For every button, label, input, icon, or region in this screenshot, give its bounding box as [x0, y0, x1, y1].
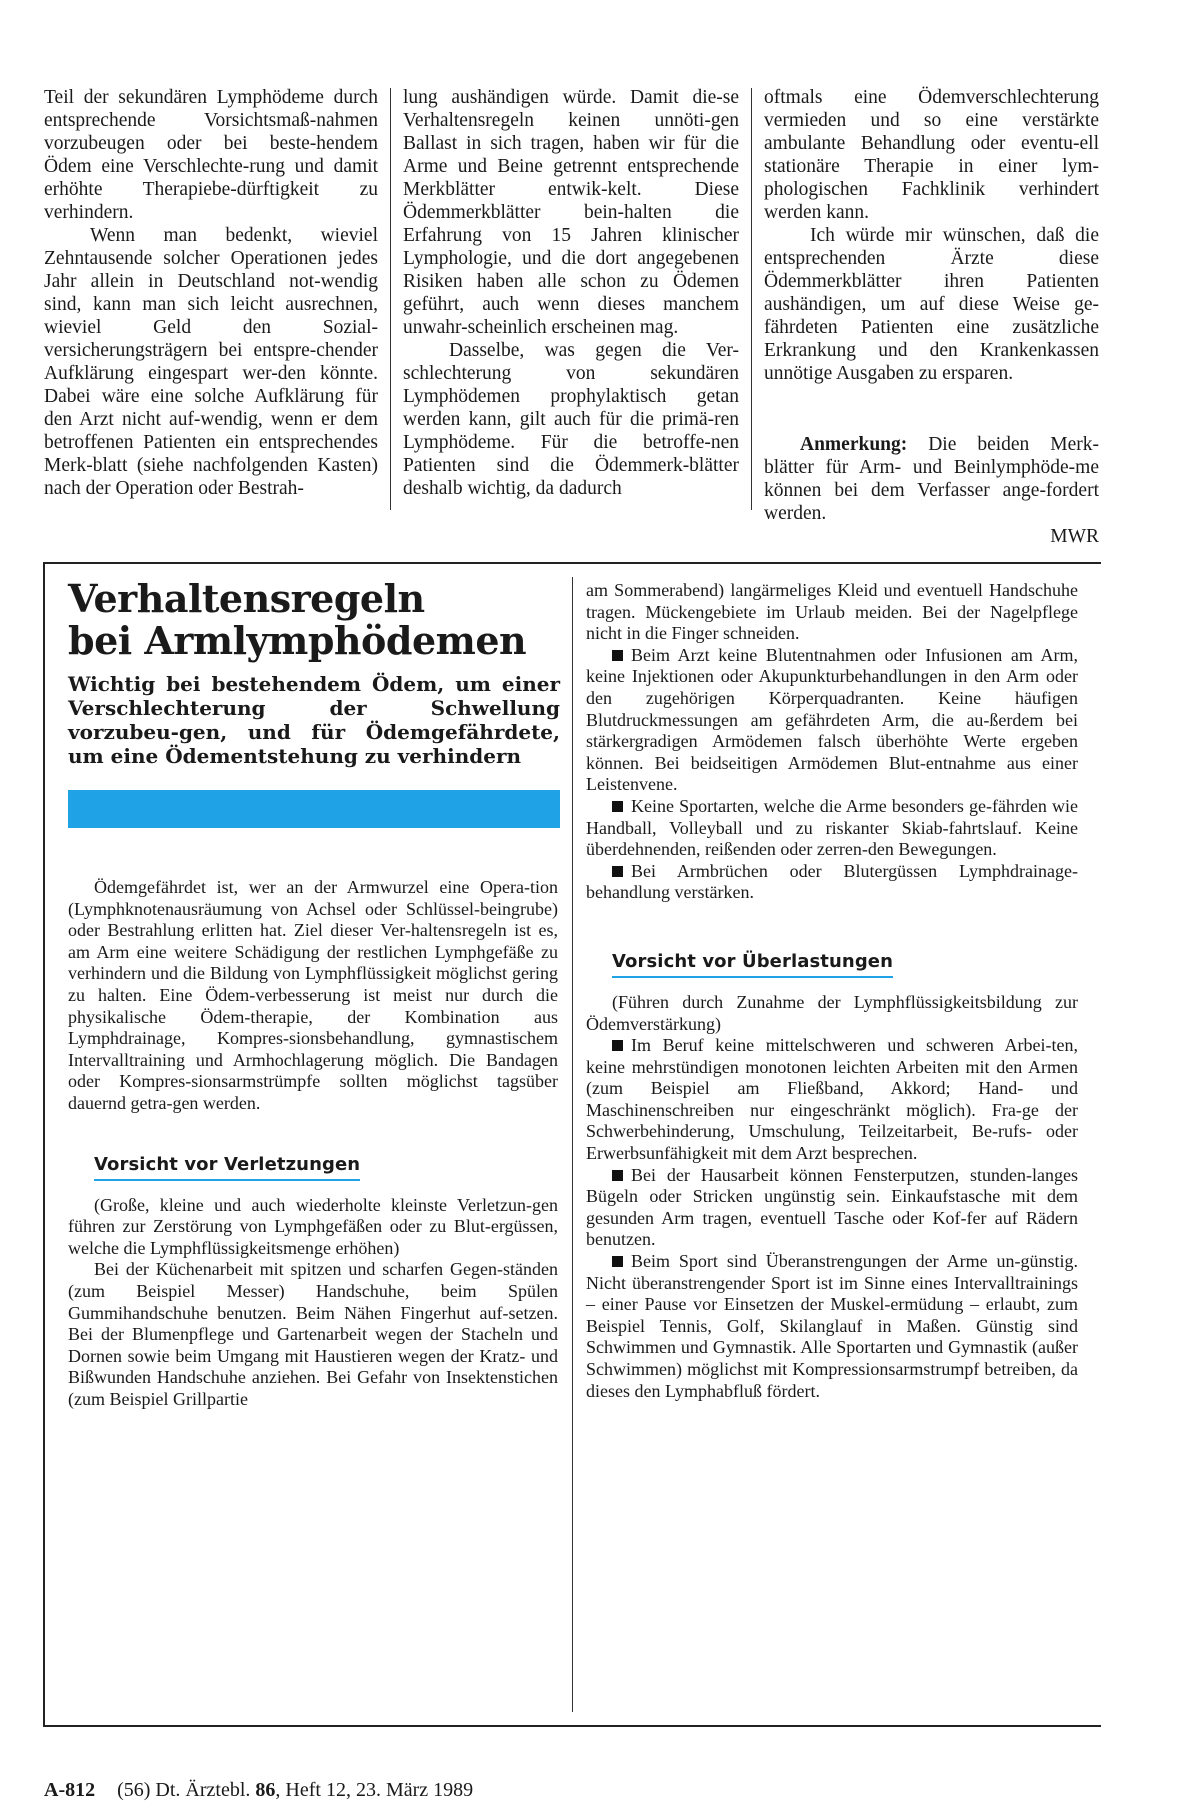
box-border-top	[43, 562, 1101, 564]
bullet-item	[586, 645, 1078, 796]
note-label: Anmerkung:	[800, 434, 908, 455]
section-heading-wrap	[612, 950, 1078, 978]
bullet-square-icon	[612, 801, 623, 812]
bullet-square-icon	[612, 1170, 623, 1181]
note-paragraph	[764, 433, 1099, 548]
author-signature: MWR	[1050, 526, 1099, 547]
bullet-square-icon	[612, 1040, 623, 1051]
bullet-item	[586, 1165, 1078, 1251]
section-lead: (Führen durch Zunahme der Lymphflüssigkeitsbildung zur Ödemverstärkung)	[586, 991, 1078, 1034]
paragraph: Ich würde mir wünschen, daß die entsprechenden Ärzte diese Ödemmerkblätter ihren Patienten aushändigen, um auf diese Weise ge-fährdeten Patienten eine zusätzliche Erkrankung und den Krankenkassen unnötige Ausgaben zu ersparen.	[764, 225, 1099, 384]
article-column-2	[403, 86, 739, 500]
article-column-1	[44, 86, 378, 500]
page-footer	[44, 1778, 473, 1802]
column-divider	[751, 88, 752, 510]
accent-bar	[68, 790, 560, 828]
paragraph: Wenn man bedenkt, wieviel Zehntausende solcher Operationen jedes Jahr allein in Deutschland not-wendig sind, kann man sich leicht ausrechnen, wieviel Geld den Sozial-versicherungsträgern bei entspre-chender Aufklärung eingespart wer-den könnte. Dabei wäre eine solche Aufklärung für den Arzt nicht auf-wendig, wenn er dem betroffenen Patienten ein entsprechendes Merk-blatt (siehe nachfolgenden Kasten) nach der Operation oder Bestrah-	[44, 225, 378, 499]
intro-paragraph: Ödemgefährdet ist, wer an der Armwurzel eine Opera-tion (Lymphknotenausräumung von Achsel oder Schlüssel-beingrube) oder Bestrahlung erlitten hat. Ziel dieser Ver-haltensregeln ist es, am Arm eine weitere Schädigung der restlichen Lymphgefäße zu verhindern und die Bildung von Lymphflüssigkeit möglichst gering zu halten. Eine Ödem-verbesserung ist meist nur durch die physikalische Ödem-therapie, der Kombination aus Lymphdrainage, Kompres-sionsbehandlung, gymnastischem Intervalltraining und Armhochlagerung möglich. Die Bandagen oder Kompres-sionsarmstrümpfe sollten möglichst tagsüber dauernd getra-gen werden.	[68, 877, 558, 1113]
bullet-text: Im Beruf keine mittelschweren und schweren Arbei-ten, keine mehrstündigen monotonen leichten Arbeiten mit den Armen (zum Beispiel am Fließband, Akkord; Hand- und Maschinenschreiben nur eingeschränkt möglich). Fra-ge der Schwerbehinderung, Umschulung, Teilzeitarbeit, Be-rufs- oder Erwerbsunfähigkeit mit dem Arzt besprechen.	[586, 1035, 1078, 1164]
box-subtitle: Wichtig bei bestehendem Ödem, um einer Verschlechterung der Schwellung vorzubeu-gen, und für Ödemgefährdete, um eine Ödementstehung zu verhindern	[68, 672, 560, 768]
journal-issue: , Heft 12, 23. März 1989	[275, 1779, 474, 1801]
bullet-square-icon	[612, 1256, 623, 1267]
bullet-item	[586, 861, 1078, 904]
paragraph: am Sommerabend) langärmeliges Kleid und eventuell Handschuhe tragen. Mückengebiete im Urlaub meiden. Bei der Nagelpflege nicht in die Finger schneiden.	[586, 580, 1078, 644]
paragraph: lung aushändigen würde. Damit die-se Verhaltensregeln keinen unnöti-gen Ballast in sich tragen, haben wir für die Arme und Beine getrennt entsprechende Merkblätter entwik-kelt. Diese Ödemmerkblätter bein-halten die Erfahrung von 15 Jahren klinischer Lymphologie, und die dort angegebenen Risiken haben alle schon zu Ödemen geführt, auch wenn dieses manchem unwahr-scheinlich erscheinen mag.	[403, 87, 739, 338]
bullet-item	[586, 1251, 1078, 1402]
box-title-line: Verhaltensregeln	[68, 576, 425, 621]
article-column-3	[764, 86, 1099, 548]
bullet-text: Beim Sport sind Überanstrengungen der Arme un-günstig. Nicht überanstrengender Sport ist im Sinne eines Intervalltrainings – einer Pause vor Einsetzen der Muskel-ermüdung – erlaubt, zum Beispiel Tennis, Golf, Skilanglauf in Maßen. Günstig sind Schwimmen und Gymnastik. Alle Sportarten und Gymnastik (außer Schwimmen) möglichst mit Kompressionsarmstrumpf betreiben, da dieses den Lymphabfluß fördert.	[586, 1251, 1078, 1401]
bullet-item	[586, 1035, 1078, 1165]
journal-reference: (56) Dt. Ärztebl.	[117, 1779, 251, 1801]
paragraph: Dasselbe, was gegen die Ver-schlechterung von sekundären Lymphödemen prophylaktisch getan werden kann, gilt auch für die primä-ren Lymphödeme. Für die betroffe-nen Patienten sind die Ödemmerk-blätter deshalb wichtig, da dadurch	[403, 340, 739, 499]
box-left-column	[68, 877, 558, 1410]
page-number: A-812	[44, 1779, 96, 1801]
box-border-bottom	[43, 1725, 1101, 1727]
bullet-text: Bei der Hausarbeit können Fensterputzen, stunden-langes Bügeln oder Stricken ungünstig sein. Einkaufstasche mit dem gesunden Arm tragen, eventuell Tasche oder Kof-fer auf Rädern benutzen.	[586, 1164, 1078, 1250]
section-heading: Vorsicht vor Verletzungen	[94, 1153, 360, 1181]
paragraph: Teil der sekundären Lymphödeme durch entsprechende Vorsichtsmaß-nahmen vorzubeugen oder bei beste-hendem Ödem eine Verschlechte-rung und damit erhöhte Therapiebe-dürftigkeit zu verhindern.	[44, 87, 378, 223]
note-text: Die beiden Merk-blätter für Arm- und Beinlymphöde-me können bei dem Verfasser ange-fordert werden.	[764, 434, 1099, 524]
box-title-line: bei Armlymphödemen	[68, 618, 527, 663]
bullet-text: Keine Sportarten, welche die Arme besonders ge-fährden wie Handball, Volleyball und zu riskanter Skiab-fahrtslauf. Keine überdehnenden, reißenden oder zerren-den Bewegungen.	[586, 795, 1078, 860]
section-lead: (Große, kleine und auch wiederholte kleinste Verletzun-gen führen zur Zerstörung von Lymphgefäßen oder zu Blut-ergüssen, welche die Lymphflüssigkeitsmenge erhöhen)	[68, 1194, 558, 1258]
bullet-square-icon	[612, 866, 623, 877]
section-heading: Vorsicht vor Überlastungen	[612, 950, 893, 978]
bullet-item	[586, 796, 1078, 861]
journal-volume: 86	[255, 1779, 276, 1801]
box-column-divider	[572, 577, 573, 1712]
bullet-text: Beim Arzt keine Blutentnahmen oder Infusionen am Arm, keine Injektionen oder Akupunkturbehandlungen in den Arm oder den zugehörigen Körperquadranten. Keine häufigen Blutdruckmessungen am gefährdeten Arm, die au-ßerdem bei stärkergradigen Armödemen falsch überhöhte Werte ergeben können. Bei beidseitigen Armödemen Blut-entnahme aus einer Leistenvene.	[586, 644, 1078, 795]
box-border-left	[43, 562, 45, 1726]
bullet-square-icon	[612, 650, 623, 661]
column-divider	[390, 88, 391, 510]
section-heading-wrap	[94, 1153, 558, 1181]
bullet-text: Bei Armbrüchen oder Blutergüssen Lymphdrainage-behandlung verstärken.	[586, 860, 1078, 903]
paragraph: oftmals eine Ödemverschlechterung vermieden und so eine verstärkte ambulante Behandlung oder eventu-ell stationäre Therapie in einer lym-phologischen Fachklinik verhindert werden kann.	[764, 87, 1099, 223]
box-right-column	[586, 580, 1078, 1402]
paragraph: Bei der Küchenarbeit mit spitzen und scharfen Gegen-ständen (zum Beispiel Messer) Handschuhe, beim Spülen Gummihandschuhe benutzen. Beim Nähen Fingerhut auf-setzen. Bei der Blumenpflege und Gartenarbeit wegen der Stacheln und Dornen sowie beim Umgang mit Haustieren wegen der Kratz- und Bißwunden Handschuhe anziehen. Bei Gefahr von Insektenstichen (zum Beispiel Grillpartie	[68, 1259, 558, 1409]
box-title	[68, 578, 558, 662]
